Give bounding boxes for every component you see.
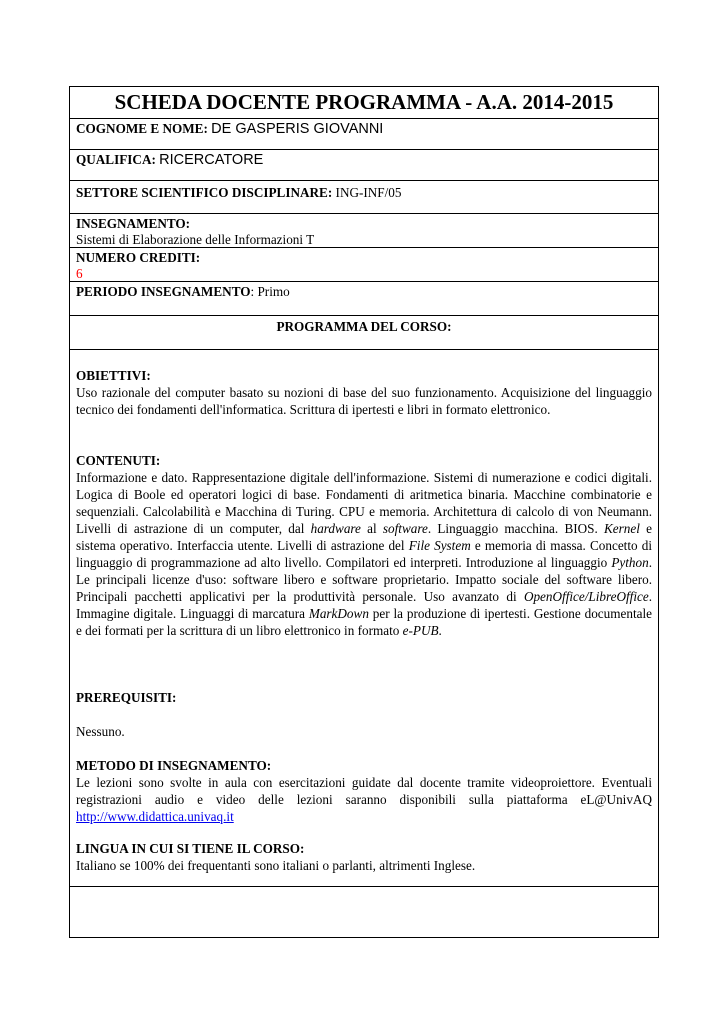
settore-value: ING-INF/05	[335, 185, 402, 200]
filesystem-term: File System	[408, 538, 471, 553]
lingua-heading: LINGUA IN CUI SI TIENE IL CORSO:	[76, 841, 305, 856]
crediti-row	[70, 248, 658, 282]
lingua-section	[76, 840, 652, 874]
qualifica-label: QUALIFICA:	[76, 152, 156, 167]
metodo-section	[76, 757, 652, 825]
periodo-value: : Primo	[250, 284, 290, 299]
crediti-value: 6	[76, 265, 83, 281]
title-row	[70, 87, 658, 119]
markdown-term: MarkDown	[308, 606, 369, 621]
empty-bottom-row	[70, 887, 658, 937]
periodo-label: PERIODO INSEGNAMENTO	[76, 284, 251, 299]
insegnamento-label: INSEGNAMENTO:	[76, 216, 191, 231]
programma-heading: PROGRAMMA DEL CORSO:	[276, 319, 452, 334]
crediti-label: NUMERO CREDITI:	[76, 250, 201, 265]
metodo-heading: METODO DI INSEGNAMENTO:	[76, 758, 272, 773]
page-title: SCHEDA DOCENTE PROGRAMMA - A.A. 2014-2015	[114, 90, 614, 114]
contenuti-heading: CONTENUTI:	[76, 453, 161, 468]
metodo-text: Le lezioni sono svolte in aula con esercitazioni guidate dal docente tramite videoproiettore. Eventuali registrazioni audio e video delle lezioni saranno disponibili sulla piattaforma eL@UnivAQ http://www.didattica.univaq.it	[76, 775, 652, 824]
settore-label: SETTORE SCIENTIFICO DISCIPLINARE:	[76, 185, 333, 200]
prerequisiti-heading: PREREQUISITI:	[76, 690, 177, 705]
software-term: software	[382, 521, 428, 536]
contenuti-text: Informazione e dato. Rappresentazione digitale dell'informazione. Sistemi di numerazione e codici digitali. Logica di Boole ed operatori logici di base. Fondamenti di aritmetica binaria. Macchine combinatorie e sequenziali. Calcolabilità e Macchina di Turing. CPU e memoria. Architettura di calcolo di von Neumann. Livelli di astrazione di un computer, dal hardware al software. Linguaggio macchina. BIOS. Kernel e sistema operativo. Interfaccia utente. Livelli di astrazione del File System e memoria di massa. Concetto di linguaggio di programmazione ad alto livello. Compilatori ed interpreti. Introduzione al linguaggio Python. Le principali licenze d'uso: software libero e software proprietario. Impatto sociale del software libero. Principali pacchetti applicativi per la produttività personale. Uso avanzato di OpenOffice/LibreOffice. Immagine digitale. Linguaggi di marcatura MarkDown per la produzione di ipertesti. Gestione documentale e dei formati per la scrittura di un libro elettronico in formato e-PUB.	[76, 470, 653, 638]
program-sheet-table	[69, 86, 659, 938]
obiettivi-heading: OBIETTIVI:	[76, 368, 151, 383]
nome-row	[70, 119, 658, 150]
settore-row	[70, 181, 658, 214]
contenuti-section	[76, 452, 652, 639]
kernel-term: Kernel	[604, 521, 640, 536]
epub-term: e-PUB	[402, 623, 439, 638]
periodo-row	[70, 282, 658, 316]
programma-heading-row	[70, 316, 658, 350]
qualifica-row	[70, 150, 658, 181]
insegnamento-row	[70, 214, 658, 248]
nome-value: DE GASPERIS GIOVANNI	[211, 121, 384, 137]
openoffice-term: OpenOffice/LibreOffice	[523, 589, 649, 604]
insegnamento-value: Sistemi di Elaborazione delle Informazioni T	[76, 231, 315, 247]
obiettivi-text: Uso razionale del computer basato su nozioni di base del suo funzionamento. Acquisizione del linguaggio tecnico dei fondamenti dell'informatica. Scrittura di ipertesti e libri in formato elettronico.	[76, 385, 652, 417]
python-term: Python	[611, 555, 649, 570]
lingua-text: Italiano se 100% dei frequentanti sono italiani o parlanti, altrimenti Inglese.	[76, 858, 476, 873]
prerequisiti-section	[76, 689, 652, 740]
didattica-link[interactable]: http://www.didattica.univaq.it	[76, 809, 234, 824]
programma-content-row	[70, 350, 658, 887]
qualifica-value: RICERCATORE	[159, 152, 264, 168]
nome-label: COGNOME E NOME:	[76, 121, 208, 136]
prerequisiti-text: Nessuno.	[76, 724, 125, 739]
obiettivi-section	[76, 367, 652, 418]
hardware-term: hardware	[310, 521, 361, 536]
